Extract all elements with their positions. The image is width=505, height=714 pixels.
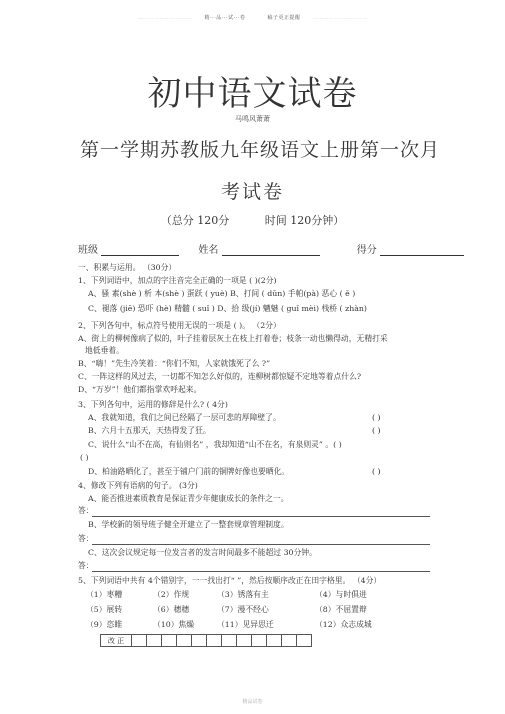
name-field[interactable]: [222, 244, 320, 256]
correction-cell[interactable]: [132, 635, 147, 647]
q2-option-b: B、“嗨！”先生冷笑着：“你们不知，人家就饿死了么 ?”: [78, 359, 271, 368]
q1-stem: 1、下列词语中，加点的字注音完全正确的一项是 ( )(2分): [78, 276, 277, 285]
q2-stem: 2、下列各句中，标点符号使用无误的一项是 ( )。 （2分）: [78, 321, 281, 330]
q3-d-answer[interactable]: ( ): [372, 467, 381, 476]
score-field[interactable]: [380, 244, 464, 256]
q2-option-c: C、一阵这样的风过去，一切都不知怎么好似的，连柳树都惊疑不定地等着点什么?: [78, 372, 362, 381]
student-info: [78, 241, 464, 256]
q2-option-d: D、“万岁”！他们都指掌欢呼起来。: [78, 385, 202, 394]
q4-option-a: A、能否推进素质教育是保证青少年健康成长的条件之一。: [88, 494, 289, 503]
correction-grid: [100, 634, 312, 647]
page-title: 初中语文试卷: [147, 74, 358, 114]
q4-c-answer-label: 答：: [78, 561, 94, 570]
exam-subtitle: 第一学期苏教版九年级语文上册第一次月: [80, 139, 441, 161]
header-left: …………………………: [137, 15, 193, 21]
correction-cell[interactable]: [147, 635, 162, 647]
q5-word: （11）见异思迁: [217, 620, 274, 629]
q5-word: （7）漫不经心: [217, 605, 269, 614]
q3-b-answer[interactable]: ( ): [372, 426, 381, 435]
correction-cell[interactable]: [237, 635, 252, 647]
header-right: 稿子更正提醒: [267, 15, 301, 21]
header-center: 精···品···试···卷: [204, 15, 246, 21]
q5-word: （9）恣睢: [86, 620, 123, 629]
correction-cell[interactable]: [282, 635, 297, 647]
q5-word: （2）作规: [153, 590, 190, 599]
q4-option-b: B、学校新的领导班子健全开建立了一整套规章管理制度。: [88, 520, 289, 529]
correction-grid-label: 改 正: [101, 635, 132, 647]
correction-cell[interactable]: [207, 635, 222, 647]
q5-word: （4）与时俱进: [315, 590, 367, 599]
q5-word: （6）穗穗: [153, 605, 190, 614]
header-right-faint: …………………………: [312, 15, 368, 21]
q4-a-answer-line[interactable]: [92, 516, 430, 517]
q1-option-cd: C、褪落 (jiē) 恐吓 (hè) 精髓 ( suǐ ) D、拾 级(jí) 魑魅 ( guǐ mèi) 栈桥 ( zhàn): [88, 304, 367, 313]
correction-cell[interactable]: [177, 635, 192, 647]
q3-option-c: C、说什么“山不在高，有仙则名” ，我却知道“山不在名，有泉则灵” 。( ): [88, 440, 342, 449]
q2-option-a: A、街上的柳树像病了似的，叶子挂着层灰土在枝上打着卷；枝条一动也懒得动，无精打采: [78, 334, 388, 343]
q4-b-answer-label: 答：: [78, 534, 94, 543]
name-label: 姓名: [198, 245, 219, 256]
page-header: [0, 14, 505, 21]
q4-c-answer-line[interactable]: [92, 571, 430, 572]
class-field[interactable]: [101, 244, 179, 256]
q5-word: （1）枣糟: [86, 590, 123, 599]
exam-subtitle-2: 考试卷: [220, 181, 284, 203]
correction-cell[interactable]: [192, 635, 207, 647]
q3-option-c-answer[interactable]: ( ): [80, 453, 89, 462]
q3-a-answer[interactable]: ( ): [372, 413, 381, 422]
q5-word: （12）众志成城: [315, 620, 372, 629]
page-footer: 精品试卷: [242, 699, 263, 705]
q4-option-c: C、这次会议规定每一位发言者的发言时间最多不能超过 30分钟。: [88, 548, 317, 557]
q5-word: （10）焦燥: [153, 620, 195, 629]
author: 马鸣风萧萧: [235, 115, 270, 123]
q5-row-3: [86, 620, 372, 630]
q5-word: （8）不屈置辩: [315, 605, 367, 614]
correction-cell[interactable]: [162, 635, 177, 647]
q5-row-1: [86, 590, 367, 600]
exam-meta: [0, 212, 505, 228]
exam-time: 时间 120分钟）: [264, 214, 345, 227]
correction-cell[interactable]: [267, 635, 282, 647]
q3-option-d: D、柏油路晒化了，甚至于铺户门前的铜牌好像也要晒化。: [88, 467, 290, 476]
q5-row-2: [86, 605, 367, 615]
q2-option-a-cont: 地低垂着。: [85, 346, 124, 355]
q4-stem: 4、修改下列有语病的句子。 (3分): [78, 481, 198, 490]
q3-option-a: A、我就知道，我们之间已经隔了一层可悲的厚障壁了。: [88, 413, 281, 422]
q5-word: （5）展转: [86, 605, 123, 614]
q4-a-answer-label: 答：: [78, 506, 94, 515]
q4-b-answer-line[interactable]: [92, 544, 430, 545]
q3-option-b: B、六月十五那天，天热得发了狂。: [88, 426, 211, 435]
correction-cell[interactable]: [222, 635, 237, 647]
class-label: 班级: [78, 245, 98, 256]
q5-word: （3）锈落有主: [217, 590, 269, 599]
total-score: （总分 120分: [160, 214, 230, 227]
section-1-heading: 一、积累与运用。 （30分）: [78, 263, 177, 272]
q5-stem: 5、下列词语中共有 4个错别字，一一找出打“ ”，然后按顺序改正在田字格里。 （4分）: [78, 576, 382, 585]
score-label: 得分: [356, 245, 377, 256]
correction-cell[interactable]: [297, 635, 312, 647]
q1-option-ab: A、骚 素(shè ) 析 本(shè ) 蛋跃 ( yuè) B、打间 ( dǔn) 手帕(pà) 恶心 ( ě ): [88, 289, 356, 298]
q3-stem: 3、下列各句中，运用的修辞是什么? ( 4分): [78, 400, 228, 409]
correction-cell[interactable]: [252, 635, 267, 647]
